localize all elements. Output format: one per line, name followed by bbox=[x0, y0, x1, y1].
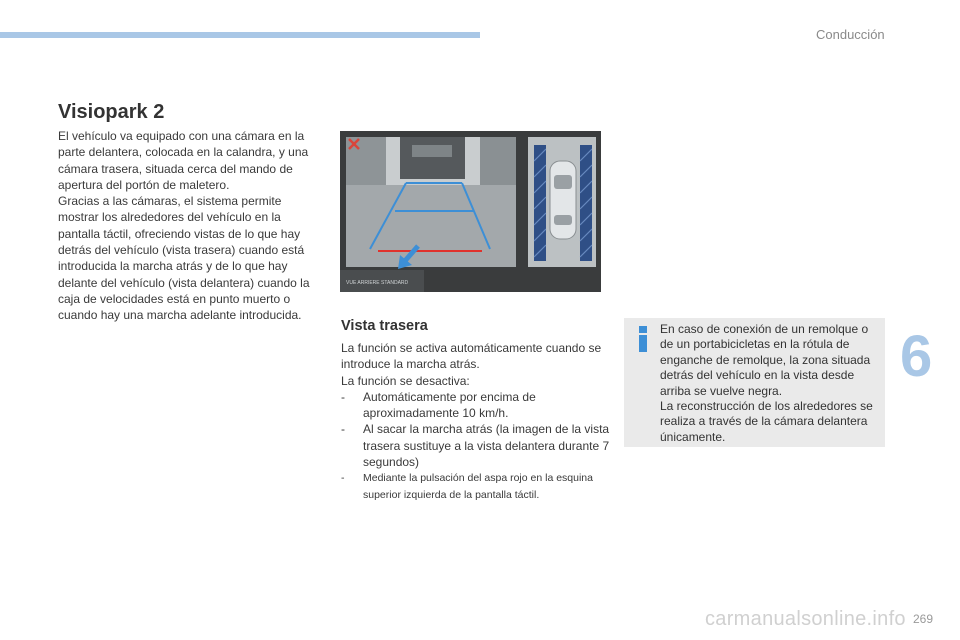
vehicle-windscreen bbox=[554, 175, 572, 189]
info-text bbox=[660, 322, 880, 445]
list-item-text: Al sacar la marcha atrás (la imagen de la vista trasera sustituye a la vista delantera durante 7 segundos) bbox=[363, 422, 610, 470]
intro-paragraph: Gracias a las cámaras, el sistema permite mostrar los alrededores del vehículo en la pantalla táctil, ofreciendo vistas de lo que hay detrás del vehículo (vista trasera) cuando está introducida la marcha atrás y de lo que hay delante del vehículo (vista delantera) cuando la caja de velocidades está en punto muerto o cuando hay una marcha adelante introducida. bbox=[58, 194, 310, 323]
vehicle-top-view bbox=[550, 161, 576, 239]
intro-text bbox=[58, 128, 320, 324]
rear-view-description bbox=[341, 340, 611, 504]
camera-screen-illustration bbox=[340, 131, 601, 292]
view-label-text: VUE ARRIERE STANDARD bbox=[346, 280, 409, 286]
list-dash: - bbox=[341, 389, 345, 404]
info-paragraph: La reconstrucción de los alrededores se realiza a través de la cámara delantera únicamente. bbox=[660, 399, 873, 444]
parked-vehicle-window bbox=[412, 145, 452, 157]
info-box bbox=[624, 318, 885, 447]
page-title: Visiopark 2 bbox=[58, 101, 165, 123]
header-accent-bar bbox=[0, 32, 480, 38]
section-subtitle: Vista trasera bbox=[341, 318, 428, 334]
list-item-text: Automáticamente por encima de aproximadamente 10 km/h. bbox=[363, 389, 536, 421]
watermark: carmanualsonline.info bbox=[705, 608, 906, 630]
page-number: 269 bbox=[913, 612, 934, 626]
road-surface bbox=[346, 185, 516, 267]
deactivation-text: La función se desactiva: bbox=[341, 373, 470, 388]
intro-paragraph: El vehículo va equipado con una cámara en la parte delantera, colocada en la calandra, y una cámara trasera, situada cerca del mando de apertura del portón de maletero. bbox=[58, 129, 309, 192]
parked-vehicle bbox=[400, 137, 465, 179]
info-paragraph: En caso de conexión de un remolque o de un portabicicletas en la rótula de enganche de remolque, la zona situada detrás del vehículo en la vista desde arriba se vuelve negra. bbox=[660, 322, 871, 398]
activation-text: La función se activa automáticamente cuando se introduce la marcha atrás. bbox=[341, 341, 602, 372]
list-item bbox=[341, 389, 611, 422]
list-item bbox=[341, 470, 611, 504]
rear-camera-figure bbox=[340, 131, 601, 292]
list-dash: - bbox=[341, 422, 345, 437]
list-dash: - bbox=[341, 472, 345, 485]
info-icon bbox=[636, 326, 650, 352]
section-label: Conducción bbox=[816, 27, 885, 42]
list-item-text: Mediante la pulsación del aspa rojo en la esquina superior izquierda de la pantalla táctil. bbox=[363, 472, 593, 502]
deactivation-list bbox=[341, 389, 611, 504]
list-item bbox=[341, 421, 611, 470]
chapter-number: 6 bbox=[900, 324, 933, 389]
vehicle-rear-window bbox=[554, 215, 572, 225]
